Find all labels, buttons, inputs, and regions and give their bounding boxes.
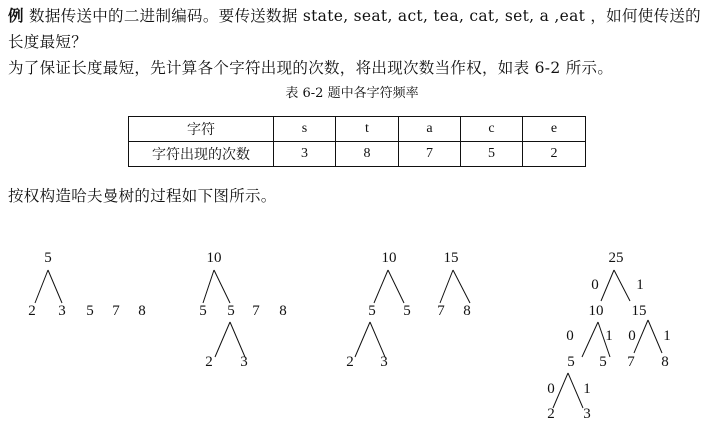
edge-label: 0 bbox=[591, 277, 599, 293]
tree-node: 25 bbox=[608, 250, 624, 266]
tree-node: 5 bbox=[86, 303, 94, 319]
tree-node: 5 bbox=[599, 354, 607, 370]
tree-node: 5 bbox=[199, 303, 207, 319]
table-cell: 7 bbox=[399, 142, 461, 167]
tree-node: 10 bbox=[206, 250, 222, 266]
tree-node: 3 bbox=[380, 354, 388, 370]
table-cell: c bbox=[461, 117, 523, 142]
tree-edge bbox=[35, 270, 62, 303]
tree-node: 8 bbox=[138, 303, 146, 319]
tree-node: 15 bbox=[443, 250, 459, 266]
tree-node: 8 bbox=[463, 303, 471, 319]
tree-node: 8 bbox=[661, 354, 669, 370]
tree-node: 5 bbox=[44, 250, 52, 266]
tree-node: 10 bbox=[381, 250, 397, 266]
tree-node: 5 bbox=[567, 354, 575, 370]
example-label: 例 bbox=[8, 6, 24, 25]
tree-intro: 按权构造哈夫曼树的过程如下图所示。 bbox=[8, 187, 277, 205]
table-cell: s bbox=[274, 117, 336, 142]
table-cell: 2 bbox=[523, 142, 586, 167]
tree-edge bbox=[203, 270, 245, 357]
table-cell: 字符出现的次数 bbox=[129, 142, 274, 167]
edge-label: 1 bbox=[663, 328, 671, 344]
tree-node: 10 bbox=[588, 303, 604, 319]
edge-label: 0 bbox=[566, 328, 574, 344]
tree-node: 15 bbox=[631, 303, 647, 319]
tree-node: 2 bbox=[346, 354, 354, 370]
table-cell: 字符 bbox=[129, 117, 274, 142]
tree-node: 2 bbox=[547, 406, 555, 422]
tree-node: 5 bbox=[368, 303, 376, 319]
tree-node: 3 bbox=[58, 303, 66, 319]
tree-node: 2 bbox=[205, 354, 213, 370]
table-caption: 表 6-2 题中各字符频率 bbox=[285, 86, 419, 101]
tree-node: 5 bbox=[227, 303, 235, 319]
tree-node: 3 bbox=[240, 354, 248, 370]
edge-label: 1 bbox=[636, 277, 644, 293]
edge-label: 0 bbox=[547, 381, 555, 397]
tree-node: 7 bbox=[252, 303, 260, 319]
tree-node: 5 bbox=[403, 303, 411, 319]
edge-label: 0 bbox=[628, 328, 636, 344]
tree-node: 3 bbox=[583, 406, 591, 422]
question-text: 数据传送中的二进制编码。要传送数据 state, seat, act, tea, cat, set, a ,eat ，如何使传送的 bbox=[23, 7, 701, 25]
question-line-2: 长度最短？ bbox=[8, 33, 88, 51]
table-cell: a bbox=[399, 117, 461, 142]
table-cell: t bbox=[336, 117, 399, 142]
table-cell: 5 bbox=[461, 142, 523, 167]
tree-node: 8 bbox=[279, 303, 287, 319]
tree-node: 7 bbox=[112, 303, 120, 319]
tree-node: 7 bbox=[437, 303, 445, 319]
edge-label: 1 bbox=[583, 381, 591, 397]
table-cell: 3 bbox=[274, 142, 336, 167]
tree-node: 2 bbox=[28, 303, 36, 319]
explanation: 为了保证长度最短，先计算各个字符出现的次数，将出现次数当作权，如表 6-2 所示。 bbox=[8, 59, 614, 77]
table-cell: 8 bbox=[336, 142, 399, 167]
tree-node: 7 bbox=[627, 354, 635, 370]
edge-label: 1 bbox=[605, 328, 613, 344]
table-cell: e bbox=[523, 117, 586, 142]
